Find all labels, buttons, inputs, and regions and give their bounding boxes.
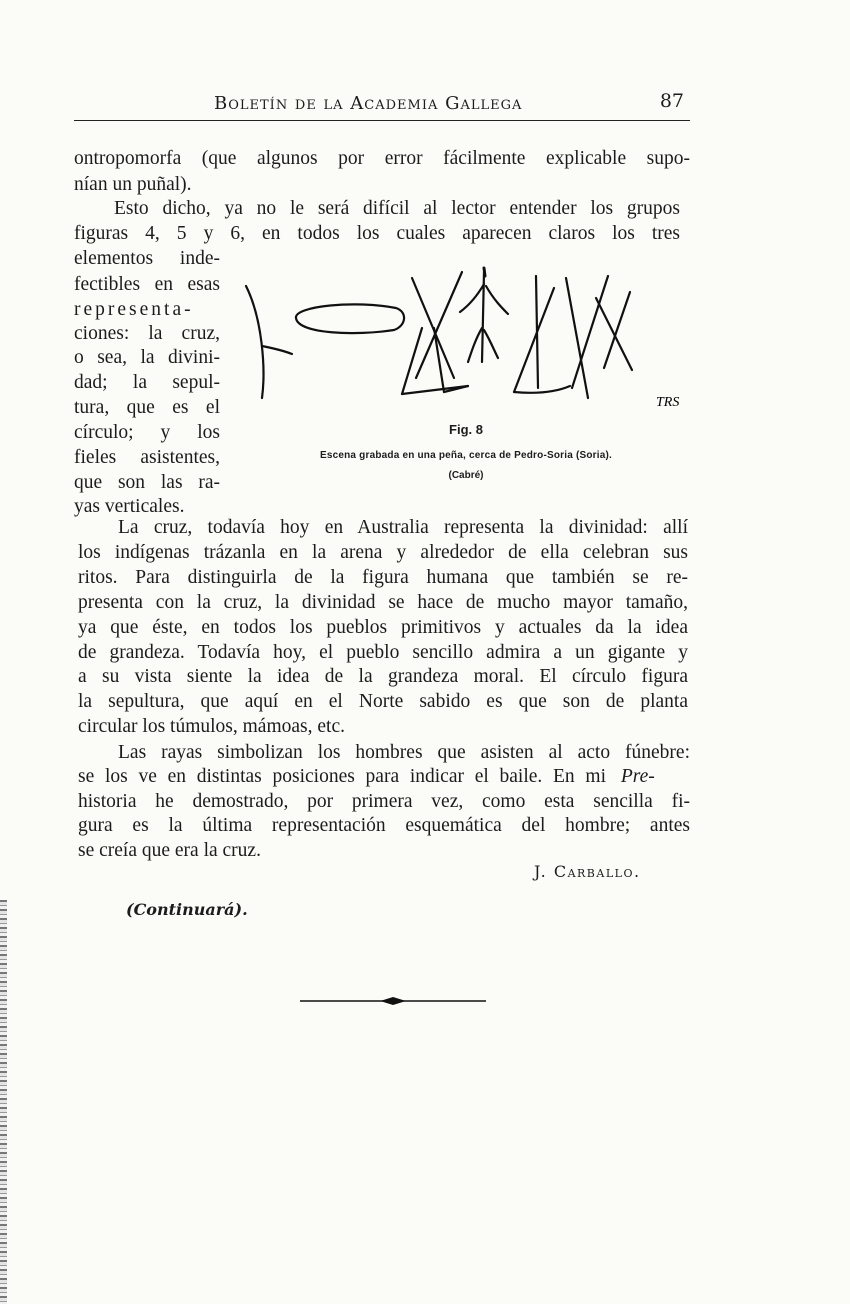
figure-caption: Escena grabada en una peña, cerca de Pedro-Soria (Soria).	[319, 450, 613, 461]
text-line-6: fectibles en esas	[74, 274, 220, 295]
text-line-23: la sepultura, que aquí en el Norte sabido es que son de planta	[78, 691, 688, 712]
text-line-17: los indígenas trázanla en la arena y alrededor de ella celebran sus	[78, 542, 688, 563]
text-line-1: ontropomorfa (que algunos por error fácilmente explicable supo-	[74, 148, 690, 169]
page-number: 87	[659, 90, 684, 112]
text-line-22: a su vista siente la idea de la grandeza moral. El círculo figura	[78, 666, 688, 687]
running-title: Boletín de la Academia Gallega	[214, 93, 523, 114]
text-line-2: nían un puñal).	[74, 174, 192, 195]
figure-engraving	[236, 258, 696, 426]
text-line-11: tura, que es el	[74, 397, 220, 418]
text-line-21: de grandeza. Todavía hoy, el pueblo sencillo admira a un gigante y	[78, 642, 688, 663]
text-line-14: que son las ra-	[74, 472, 220, 493]
text-line-28: gura es la última representación esquemática del hombre; antes	[78, 815, 690, 836]
text-line-18: ritos. Para distinguirla de la figura humana que también se re-	[78, 567, 688, 588]
author-signature: J. Carballo.	[534, 862, 641, 881]
text-line-29: se creía que era la cruz.	[78, 840, 261, 861]
text-line-15: yas verticales.	[74, 496, 185, 517]
text-line-27	[78, 789, 690, 815]
text-line-10: dad; la sepul-	[74, 372, 220, 393]
text-line-9: o sea, la divini-	[74, 347, 220, 368]
text-line-13: fieles asistentes,	[74, 447, 220, 468]
page-edge	[0, 900, 7, 1304]
continued-note: (Continuará).	[126, 900, 248, 919]
text-line-26-main: se los ve en distintas posiciones para indicar el baile. En mi	[78, 766, 606, 787]
figure-credit: (Cabré)	[448, 470, 484, 481]
text-line-27-text: historia he demostrado, por primera vez, como esta sencilla fi-	[78, 791, 690, 812]
text-line-3: Esto dicho, ya no le será difícil al lector entender los grupos	[114, 198, 680, 219]
text-line-5: elementos inde-	[74, 248, 220, 269]
figure-8	[236, 258, 696, 490]
text-line-25: Las rayas simbolizan los hombres que asisten al acto fúnebre:	[118, 742, 690, 763]
text-line-19: presenta con la cruz, la divinidad se hace de mucho mayor tamaño,	[78, 592, 688, 613]
page-header	[74, 90, 690, 121]
text-line-7: representa-	[74, 299, 194, 320]
figure-label: Fig. 8	[449, 422, 483, 437]
text-line-24: circular los túmulos, mámoas, etc.	[78, 716, 345, 737]
text-line-12: círculo; y los	[74, 422, 220, 443]
text-line-26	[78, 764, 690, 790]
figure-signature: TRS	[656, 395, 680, 410]
text-line-8: ciones: la cruz,	[74, 323, 220, 344]
text-line-16: La cruz, todavía hoy en Australia representa la divinidad: allí	[118, 517, 688, 538]
text-line-20: ya que éste, en todos los pueblos primitivos y actuales da la idea	[78, 617, 688, 638]
end-ornament	[300, 993, 486, 1009]
text-line-4: figuras 4, 5 y 6, en todos los cuales aparecen claros los tres	[74, 223, 680, 244]
prehistoria-word: Pre-	[620, 766, 655, 787]
